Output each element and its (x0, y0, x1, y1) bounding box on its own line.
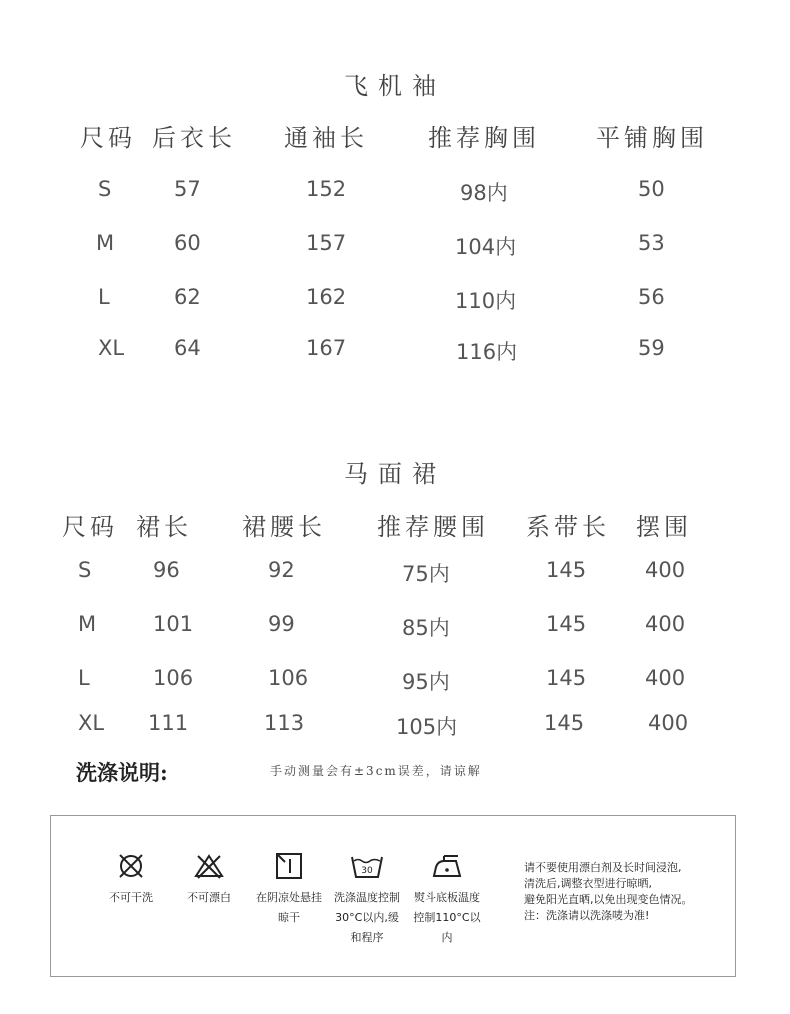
bottom-table-cell: 99 (268, 612, 295, 636)
no-dry-clean-icon (115, 850, 147, 882)
bottom-table-cell: 400 (645, 612, 686, 636)
bottom-table-cell: 145 (546, 558, 587, 582)
care-note-line: 清洗后,调整衣型进行晾晒, (524, 877, 652, 890)
top-table-cell: 57 (174, 177, 201, 201)
top-header-flat-bust: 平铺胸围 (596, 124, 708, 152)
top-header-sleeve-length: 通袖长 (284, 124, 368, 152)
svg-text:30: 30 (361, 866, 373, 876)
bottom-header-hem-circumference: 摆围 (636, 513, 692, 541)
bottom-table-cell: 105内 (396, 715, 458, 739)
bottom-table-title: 马面裙 (344, 460, 446, 488)
top-table-cell: 64 (174, 336, 201, 360)
iron-icon (430, 850, 464, 882)
bottom-table-cell: 95内 (402, 670, 450, 694)
hang-dry-shade-icon (273, 850, 305, 882)
care-note (524, 860, 734, 924)
top-table-cell: 60 (174, 231, 201, 255)
top-table-cell: 59 (638, 336, 665, 360)
top-table-cell: 53 (638, 231, 665, 255)
care-item-no-dry-clean (95, 850, 167, 908)
bottom-table-cell: 106 (268, 666, 309, 690)
top-table-cell: S (98, 177, 112, 201)
top-header-back-length: 后衣长 (152, 124, 236, 152)
washing-title: 洗涤说明: (76, 760, 168, 785)
care-label-hang-dry: 在阴凉处悬挂 晾干 (256, 891, 322, 924)
care-label-no-dry-clean: 不可干洗 (109, 891, 153, 904)
no-bleach-icon (192, 850, 226, 882)
bottom-table-cell: 111 (148, 711, 189, 735)
bottom-table-cell: 400 (648, 711, 689, 735)
top-table-cell: 116内 (456, 340, 518, 364)
bottom-table-cell: 101 (153, 612, 194, 636)
wash-30-icon (349, 850, 385, 882)
top-header-recommended-bust: 推荐胸围 (428, 124, 540, 152)
bottom-table-cell: 400 (645, 666, 686, 690)
bottom-header-recommended-waist: 推荐腰围 (377, 513, 489, 541)
bottom-header-waistband-length: 裙腰长 (242, 513, 326, 541)
top-table-cell: 104内 (455, 235, 517, 259)
bottom-table-cell: 75内 (402, 562, 450, 586)
top-table-cell: 157 (306, 231, 347, 255)
bottom-header-size: 尺码 (62, 513, 118, 541)
bottom-table-cell: XL (78, 711, 105, 735)
bottom-table-cell: 145 (546, 666, 587, 690)
top-table-cell: 98内 (460, 181, 508, 205)
bottom-table-cell: 106 (153, 666, 194, 690)
bottom-table-cell: 85内 (402, 616, 450, 640)
bottom-table-cell: 145 (544, 711, 585, 735)
top-table-cell: 50 (638, 177, 665, 201)
care-item-no-bleach (173, 850, 245, 908)
bottom-table-cell: 145 (546, 612, 587, 636)
care-note-line: 请不要使用漂白剂及长时间浸泡, (524, 861, 682, 874)
bottom-header-skirt-length: 裙长 (136, 513, 192, 541)
care-item-hang-dry (247, 850, 331, 928)
bottom-table-cell: 113 (264, 711, 305, 735)
top-table-title: 飞机袖 (344, 72, 446, 100)
bottom-table-cell: S (78, 558, 92, 582)
bottom-header-tie-length: 系带长 (526, 513, 610, 541)
care-item-iron (405, 850, 489, 948)
bottom-table-cell: M (78, 612, 97, 636)
care-item-wash-30 (327, 850, 407, 948)
bottom-table-cell: 96 (153, 558, 180, 582)
top-table-cell: M (96, 231, 115, 255)
top-table-cell: 167 (306, 336, 347, 360)
top-table-cell: 56 (638, 285, 665, 309)
care-note-line: 注：洗涤请以洗涤唛为准! (524, 909, 650, 922)
top-table-cell: 152 (306, 177, 347, 201)
top-table-cell: 62 (174, 285, 201, 309)
bottom-table-cell: 400 (645, 558, 686, 582)
top-table-cell: 110内 (455, 289, 517, 313)
care-note-line: 避免阳光直晒,以免出现变色情况。 (524, 893, 693, 906)
care-instructions-box (50, 815, 736, 977)
top-header-size: 尺码 (80, 124, 136, 152)
measurement-note: 手动测量会有±3cm误差，请谅解 (270, 764, 482, 778)
top-table-cell: L (98, 285, 110, 309)
bottom-table-cell: L (78, 666, 90, 690)
care-label-wash-30: 洗涤温度控制 30°C以内,缓 和程序 (334, 891, 400, 944)
bottom-table-cell: 92 (268, 558, 295, 582)
care-label-no-bleach: 不可漂白 (187, 891, 231, 904)
top-table-cell: XL (98, 336, 125, 360)
care-label-iron: 熨斗底板温度 控制110°C以 内 (413, 891, 481, 944)
top-table-cell: 162 (306, 285, 347, 309)
